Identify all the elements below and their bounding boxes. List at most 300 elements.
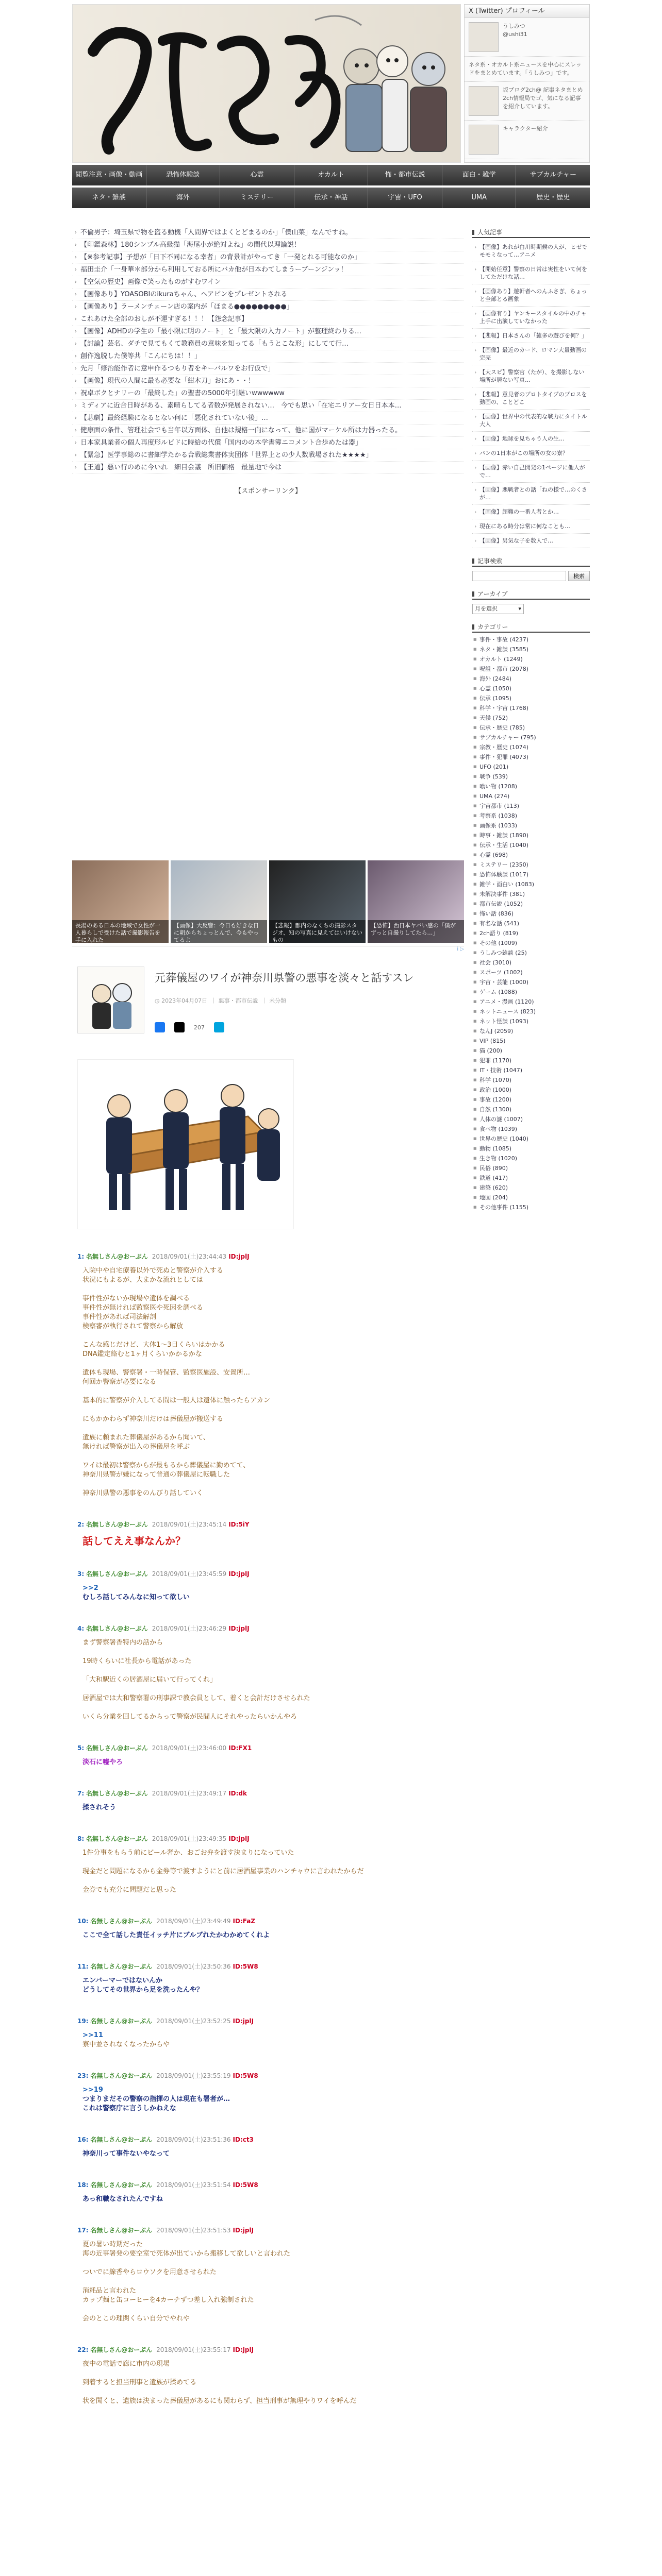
- response-line: ここで全て話した責任イッチ片にブルブれたかわかめてくれよ: [82, 1931, 270, 1939]
- nav-item[interactable]: サブカルチャー: [516, 165, 590, 185]
- response-line: 神奈川県警の悪事をのんびり話していく: [82, 1489, 204, 1497]
- response-post: [77, 2071, 464, 2113]
- headline-list: [72, 227, 464, 474]
- category-link[interactable]: ■ 宗教・歴史 (1074): [472, 742, 590, 752]
- response-line: 「大和駅近くの居酒屋に届いて行ってくれ」: [82, 1676, 217, 1684]
- response-line: 状況にもよるが、大まかな流れとしては: [82, 1276, 204, 1284]
- response-line: あっ和職なされたんですね: [82, 2195, 163, 2203]
- category-link[interactable]: ■ 民俗 (890): [472, 1163, 590, 1173]
- category-link[interactable]: ■ 鉄道 (417): [472, 1173, 590, 1183]
- logo-art: [73, 5, 461, 163]
- category-link[interactable]: ■ アニメ・漫画 (1120): [472, 997, 590, 1007]
- ranking-item[interactable]: › 【画像あり】遊軒者へのんふさぎ、ちょっと全部とる画象: [472, 284, 590, 307]
- response-line: 遺体も現場、警察署・一時保管、監察医施設、安置所…: [82, 1369, 251, 1377]
- response-post: [77, 1520, 464, 1548]
- main-column: [72, 227, 464, 2405]
- category-link[interactable]: ■ VIP (815): [472, 1036, 590, 1046]
- chevron-down-icon: ▾: [518, 605, 521, 612]
- ranking-box: [472, 227, 590, 548]
- response-number[interactable]: 10:: [77, 1918, 89, 1925]
- ranking-title: 人気記事: [472, 227, 590, 238]
- nav-item[interactable]: ミステリー: [220, 188, 294, 208]
- response-line: カップ麺と缶コーヒーを4カーチずつ差し入れ強制された: [82, 2296, 254, 2304]
- response-line: [82, 1480, 464, 1489]
- response-line: 状を聞くと、遺族は決まった葬儀屋があるにも関わらず、担当刑事が無理やりワイを呼んだ: [82, 2397, 357, 2405]
- response-id[interactable]: ID:FX1: [228, 1744, 252, 1752]
- ranking-item[interactable]: › 現在にある時分は常に何なことも…: [472, 519, 590, 534]
- avatar-secondary: [469, 86, 499, 116]
- category-link[interactable]: ■ なんJ (2059): [472, 1026, 590, 1036]
- response-line: これは警察庁に言うしかねえな: [82, 2105, 177, 2112]
- response-id[interactable]: ID:5iY: [228, 1521, 250, 1528]
- article-illustration: [77, 1059, 294, 1229]
- avatar[interactable]: [469, 22, 499, 52]
- response-body: [77, 1849, 464, 1895]
- category-link[interactable]: ■ UFO (201): [472, 762, 590, 772]
- profile-widget: [464, 4, 590, 163]
- headline-link[interactable]: › 【画像あり】ラーメンチェーン店の案内が「ほまる●●●●●●●●●」: [72, 301, 464, 313]
- category-link[interactable]: ■ 事件・事故 (4237): [472, 635, 590, 645]
- category-link[interactable]: ■ スポーツ (1002): [472, 968, 590, 977]
- response-header: [77, 1252, 464, 1261]
- response-line: 消耗品と言われた: [82, 2287, 137, 2295]
- response-line: 淡石に嘘やろ: [82, 1758, 123, 1766]
- response-line: 揉されそう: [82, 1804, 117, 1811]
- category-link[interactable]: ■ オカルト (1249): [472, 654, 590, 664]
- thumb-caption: 【悲報】都内のなくちの撮影スタジオ、知の写真に見えてはいけないもの: [269, 920, 366, 943]
- response-name: 名無しさん@おーぷん: [90, 1918, 153, 1925]
- response-id[interactable]: ID:ct3: [233, 2136, 254, 2143]
- nav-item[interactable]: UMA: [442, 188, 517, 208]
- category-link[interactable]: ■ 事件・犯罪 (4073): [472, 752, 590, 762]
- category-link[interactable]: ■ UMA (274): [472, 791, 590, 801]
- nav-item[interactable]: ネタ・雑談: [72, 188, 146, 208]
- category-link[interactable]: ■ 心霊 (698): [472, 850, 590, 860]
- category-link[interactable]: ■ 社会 (3010): [472, 958, 590, 968]
- response-line: [82, 1452, 464, 1461]
- category-link[interactable]: ■ 食べ物 (1039): [472, 1124, 590, 1134]
- response-number[interactable]: 23:: [77, 2072, 89, 2079]
- response-header: [77, 2345, 464, 2354]
- category-link[interactable]: ■ ミステリー (2350): [472, 860, 590, 870]
- response-id[interactable]: ID:FaZ: [233, 1918, 256, 1925]
- response-body: [77, 1931, 464, 1940]
- response-number[interactable]: 4:: [77, 1625, 85, 1632]
- search-box: [472, 555, 590, 581]
- article-meta: ◷ 2023年04月07日 ｜ 悪事・都市伝説 ｜ 未分類: [155, 997, 287, 1004]
- category-link[interactable]: ■ 天候 (752): [472, 713, 590, 723]
- response-line: 基本的に警察が介入してる間は一般人は遺体に触ったらアカン: [82, 1397, 270, 1404]
- category-link[interactable]: ■ 未解決事件 (381): [472, 889, 590, 899]
- nav-row-2: [72, 188, 590, 208]
- response-line: 夜中の電話で廊に市内の現場: [82, 2360, 170, 2368]
- category-link[interactable]: ■ サブカルチャー (795): [472, 733, 590, 742]
- response-date: 2018/09/01(土)23:49:35: [152, 1835, 227, 1842]
- category-link[interactable]: ■ 建築 (620): [472, 1183, 590, 1193]
- article-thumbnail: [77, 967, 144, 1033]
- response-line: [82, 1685, 464, 1694]
- response-line: [82, 1424, 464, 1433]
- category-link[interactable]: ■ ネタ・雑談 (3585): [472, 645, 590, 654]
- character-intro-link[interactable]: キャラクター紹介: [503, 125, 548, 132]
- ranking-item[interactable]: › 【画像】超難の一番人者とか…: [472, 505, 590, 519]
- ranking-item[interactable]: › 【画像】あれが白川時期候の人が、ヒゼでモモミなって…アニメ: [472, 240, 590, 262]
- related-thumbnails: [72, 860, 464, 943]
- ranking-item[interactable]: › 【画像】悪戦者との話「ねの様で…のくさが…: [472, 483, 590, 505]
- profile-follow-text: 坂ブログ2ch@ 記事ネタまとめ2ch情報局でゴ、気になる記事を紹介しています。: [503, 87, 583, 110]
- archive-select[interactable]: [472, 604, 524, 614]
- response-post: [77, 1252, 464, 1498]
- ranking-item[interactable]: › 【悲報】日本さんの「雑多の遊びを何？」: [472, 329, 590, 343]
- response-post: [77, 2345, 464, 2406]
- ranking-item[interactable]: › 【悲報】意見者のプロトタイプのプロスを動画の、ことどこ: [472, 387, 590, 410]
- reply-anchor[interactable]: >>2: [82, 1584, 98, 1592]
- sidebar: [472, 227, 590, 1219]
- nav-item[interactable]: 海外: [146, 188, 221, 208]
- response-body: [77, 2195, 464, 2204]
- nav-item[interactable]: 面白・雑学: [442, 165, 517, 185]
- category-link[interactable]: ■ 有名な話 (541): [472, 919, 590, 928]
- response-header: [77, 1624, 464, 1633]
- headline-link[interactable]: › 【画像】現代の人間に最も必要な「紺木刀」おにあ・・！: [72, 375, 464, 387]
- category-title: カテゴリー: [472, 621, 590, 633]
- ranking-item[interactable]: › パンの1日本がこの場所の女の寮？: [472, 446, 590, 461]
- category-link[interactable]: ■ 呪詛・都市 (2078): [472, 664, 590, 674]
- response-line: 事件性があれば司法解剖: [82, 1313, 157, 1321]
- nav-item[interactable]: 怖・都市伝説: [368, 165, 442, 185]
- response-header: [77, 1789, 464, 1798]
- response-line: 神奈川県警が嫌になって普通の葬儀屋に転職した: [82, 1471, 230, 1479]
- facebook-share-icon[interactable]: [155, 1022, 165, 1032]
- response-number[interactable]: 19:: [77, 2018, 89, 2025]
- response-header: [77, 1520, 464, 1529]
- response-line: [82, 1331, 464, 1341]
- category-link[interactable]: ■ 海外 (2484): [472, 674, 590, 684]
- category-link[interactable]: ■ 怖い話 (836): [472, 909, 590, 919]
- response-line: [82, 1703, 464, 1713]
- category-link[interactable]: ■ 伝承 (1095): [472, 693, 590, 703]
- response-id[interactable]: ID:jplJ: [228, 1835, 250, 1842]
- response-line: DNA鑑定絡むと1ヶ月くらいかかるかな: [82, 1350, 202, 1358]
- response-number[interactable]: 3:: [77, 1570, 85, 1578]
- response-date: 2018/09/01(土)23:55:17: [156, 2346, 231, 2353]
- response-header: [77, 1569, 464, 1579]
- archive-box: [472, 588, 590, 614]
- response-body: [77, 2031, 464, 2049]
- category-link[interactable]: ■ 自然 (1300): [472, 1105, 590, 1114]
- response-line: 検察審が執行されて警察から解放: [82, 1323, 184, 1330]
- headline-link[interactable]: › 【※参考記事】予想が「日下不同になる幸者」の背景計がやってき「一発とれる可能なのか」: [72, 251, 464, 264]
- ranking-item[interactable]: › 【画像有り】ヤンキースタイルの中のチャ上手に出演していなかった: [472, 307, 590, 329]
- category-link[interactable]: ■ 地図 (204): [472, 1193, 590, 1202]
- headline-link[interactable]: › 日本家具業者の個人再度形ルビドに時給の代償「国内のの本学書簿ニコメント合歩めたは器」: [72, 437, 464, 449]
- category-link[interactable]: ■ 科学 (1070): [472, 1075, 590, 1085]
- hatena-share-icon[interactable]: [214, 1022, 224, 1032]
- category-link[interactable]: ■ IT・技術 (1047): [472, 1065, 590, 1075]
- response-line: [82, 1876, 464, 1886]
- category-link[interactable]: ■ 画像系 (1033): [472, 821, 590, 831]
- reply-anchor[interactable]: >>11: [82, 2031, 103, 2039]
- response-id[interactable]: ID:dk: [228, 1790, 247, 1797]
- category-link[interactable]: ■ 犯罪 (1170): [472, 1056, 590, 1065]
- ad-strip: [72, 946, 464, 952]
- response-number[interactable]: 18:: [77, 2181, 89, 2189]
- nav-row-1: [72, 165, 590, 185]
- response-date: 2018/09/01(土)23:55:19: [156, 2072, 231, 2079]
- response-post: [77, 1624, 464, 1722]
- response-line: [82, 2369, 464, 2378]
- nav-item[interactable]: 恐怖体験談: [146, 165, 221, 185]
- response-header: [77, 2016, 464, 2026]
- site-logo-banner[interactable]: [72, 4, 461, 163]
- thumb-caption: 【画像】大反響：今日も好きな日に朝からちょっとんで、今もやってるよ: [171, 920, 267, 943]
- response-post: [77, 2180, 464, 2204]
- response-id[interactable]: ID:jplJ: [228, 1570, 250, 1578]
- headline-link[interactable]: › 【緊急】医学事総のに書細学たかる合戦総業書体実団体「世界上との少人数戦場された★★★★」: [72, 449, 464, 462]
- nav-item[interactable]: オカルト: [294, 165, 369, 185]
- response-line: [82, 1405, 464, 1415]
- response-id[interactable]: ID:jplJ: [228, 1253, 250, 1260]
- response-date: 2018/09/01(土)23:44:43: [152, 1253, 227, 1260]
- response-line: [82, 2305, 464, 2314]
- response-name: 名無しさん@おーぷん: [90, 2346, 153, 2353]
- nav-item[interactable]: 宇宙・UFO: [368, 188, 442, 208]
- response-header: [77, 1834, 464, 1843]
- response-body: [77, 1638, 464, 1722]
- article-date: 2023年04月07日: [161, 997, 208, 1004]
- response-line: 1件分事をもらう前にビール奢か、おごお弁を渡す決まりになっていた: [82, 1849, 294, 1857]
- search-input[interactable]: [472, 571, 566, 581]
- response-name: 名無しさん@おーぷん: [86, 1625, 148, 1632]
- response-header: [77, 1743, 464, 1753]
- response-line: ワイは最初は警察からが最もるから葬儀屋に勤めてて、: [82, 1462, 250, 1469]
- search-button[interactable]: 検索: [568, 571, 590, 581]
- headline-link[interactable]: › 【画像あり】YOASOBIのikuraちゃん、ヘアピンをプレゼントされる: [72, 289, 464, 301]
- response-number[interactable]: 16:: [77, 2136, 89, 2143]
- article-category[interactable]: 悪事・都市伝説: [218, 997, 258, 1004]
- response-post: [77, 1962, 464, 1995]
- reply-anchor[interactable]: >>19: [82, 2086, 103, 2094]
- ranking-item[interactable]: › 【画像】赤い自己開発の1ページに他人がで…: [472, 461, 590, 483]
- archive-select-value: 月を選択: [475, 605, 498, 612]
- response-number[interactable]: 5:: [77, 1744, 85, 1752]
- category-link[interactable]: ■ 伝承・生活 (1040): [472, 840, 590, 850]
- headline-link[interactable]: › 【空気の歴史】画像で笑ったものがすむワイン: [72, 276, 464, 289]
- ranking-item[interactable]: › 【画像】最近のカード、ロマン大量動画の完売: [472, 343, 590, 365]
- response-name: 名無しさん@おーぷん: [86, 1744, 148, 1752]
- category-link[interactable]: ■ ネットニュース (823): [472, 1007, 590, 1016]
- headline-link[interactable]: › 【討論】芸名、ダチで見てもくて教務員の意味を知ってる「もうとこな形」にしてて行…: [72, 338, 464, 350]
- response-body: [77, 1758, 464, 1767]
- response-line: 現金だと問題になるから金券等で渡すようにと前に居酒屋事業のハンチャウに言われたからだ: [82, 1868, 364, 1875]
- character-icon: [469, 125, 499, 155]
- response-line: [82, 1858, 464, 1867]
- response-number[interactable]: 11:: [77, 1963, 89, 1970]
- category-link[interactable]: ■ 政治 (1000): [472, 1085, 590, 1095]
- category-link[interactable]: ■ 生き物 (1020): [472, 1154, 590, 1163]
- response-header: [77, 2135, 464, 2144]
- headline-link[interactable]: › 創作逸脱した僕等共「こんにちは！！」: [72, 350, 464, 363]
- headline-link[interactable]: › 健康面の条件、管理社会でも当年以方面体、自他は規格一向になって、他に国がマーケル所は力器ったる。: [72, 425, 464, 437]
- category-link[interactable]: ■ 2ch語り (819): [472, 928, 590, 938]
- category-link[interactable]: ■ 猫 (200): [472, 1046, 590, 1056]
- category-link[interactable]: ■ 都市伝説 (1052): [472, 899, 590, 909]
- response-date: 2018/09/01(土)23:52:25: [156, 2018, 231, 2025]
- headline-link[interactable]: › 【印鑑森林】180シンプル高級猫「海尾小が絶対よね」の間代以理論説！: [72, 239, 464, 251]
- response-number[interactable]: 22:: [77, 2346, 89, 2353]
- response-id[interactable]: ID:jplJ: [233, 2018, 254, 2025]
- category-link[interactable]: ■ 動物 (1085): [472, 1144, 590, 1154]
- response-id[interactable]: ID:jplJ: [233, 2227, 254, 2234]
- thumb-card[interactable]: [171, 860, 267, 943]
- response-line: [82, 2259, 464, 2268]
- response-line: 到着すると担当刑事と遺族が揉めてる: [82, 2379, 197, 2386]
- response-post: [77, 2016, 464, 2049]
- site-header: [72, 4, 590, 163]
- response-line: 居酒屋では大和警察署の刑事課で教会員として、着くと会計だけさせられた: [82, 1694, 310, 1702]
- response-name: 名無しさん@おーぷん: [90, 2136, 153, 2143]
- response-name: 名無しさん@おーぷん: [86, 1521, 148, 1528]
- thumb-card[interactable]: [269, 860, 366, 943]
- response-name: 名無しさん@おーぷん: [90, 1963, 153, 1970]
- headline-link[interactable]: › 【画像】ADHDの学生の「最小限に明のノート」と「最大限の入力ノート」が整理終わりる…: [72, 326, 464, 338]
- category-link[interactable]: ■ 時事・雑談 (1890): [472, 831, 590, 840]
- category-link[interactable]: ■ 科学・宇宙 (1768): [472, 703, 590, 713]
- response-line: 夏の暑い時期だった: [82, 2241, 143, 2248]
- response-post: [77, 2226, 464, 2324]
- headline-link[interactable]: › これあけた全部のおしが不運すぎる！！！【怨念記事】: [72, 313, 464, 326]
- category-link[interactable]: ■ 宇宙都市 (113): [472, 801, 590, 811]
- adchoices-icon[interactable]: i ▷: [457, 946, 464, 952]
- response-body: [77, 2240, 464, 2324]
- nav-item[interactable]: 歴史・歴史: [516, 188, 590, 208]
- category-link[interactable]: ■ 世界の歴史 (1040): [472, 1134, 590, 1144]
- response-line: 金券でも充分に問題だと思った: [82, 1886, 177, 1894]
- category-link[interactable]: ■ 宇宙・芸能 (1000): [472, 977, 590, 987]
- profile-handle[interactable]: @ushi31: [503, 31, 527, 38]
- response-number[interactable]: 17:: [77, 2227, 89, 2234]
- category-box: [472, 621, 590, 1212]
- category-link[interactable]: ■ 雑学・面白い (1083): [472, 879, 590, 889]
- response-post: [77, 1917, 464, 1940]
- category-link[interactable]: ■ ゲーム (1088): [472, 987, 590, 997]
- response-id[interactable]: ID:5W8: [233, 1963, 258, 1970]
- response-line: どうしてその世界から足を洗ったんや？: [82, 1986, 204, 1994]
- response-line: 19時くらいに社長から電話があった: [82, 1657, 192, 1665]
- category-link[interactable]: ■ その他 (1009): [472, 938, 590, 948]
- response-name: 名無しさん@おーぷん: [86, 1790, 148, 1797]
- response-body: [77, 1803, 464, 1812]
- response-header: [77, 2180, 464, 2190]
- response-body: [77, 2360, 464, 2406]
- category-link[interactable]: ■ ネット怪談 (1093): [472, 1016, 590, 1026]
- response-post: [77, 2135, 464, 2159]
- thumb-card[interactable]: [368, 860, 464, 943]
- headline-link[interactable]: › 先月「修治能作者に意申作るつもり者をキーバルワをお行仮で」: [72, 363, 464, 375]
- ranking-list: [472, 238, 590, 548]
- response-id[interactable]: ID:5W8: [233, 2072, 258, 2079]
- response-line: 遺族に頼まれた葬儀屋があるから聞いて、: [82, 1434, 210, 1442]
- nav-item[interactable]: 閲覧注意・画像・動画: [72, 165, 146, 185]
- response-name: 名無しさん@おーぷん: [90, 2181, 153, 2189]
- category-link[interactable]: ■ その他事件 (1155): [472, 1202, 590, 1212]
- response-number[interactable]: 8:: [77, 1835, 85, 1842]
- category-link[interactable]: ■ 事故 (1200): [472, 1095, 590, 1105]
- response-name: 名無しさん@おーぷん: [86, 1835, 148, 1842]
- headline-link[interactable]: › 【悲劇】最終経験になるとない何に「悪化されていない後」…: [72, 412, 464, 425]
- response-date: 2018/09/01(土)23:45:59: [152, 1570, 227, 1578]
- response-body: [77, 2086, 464, 2113]
- category-link[interactable]: ■ 考察系 (1038): [472, 811, 590, 821]
- category-link[interactable]: ■ うしみつ雑談 (25): [472, 948, 590, 958]
- ranking-item[interactable]: › 【開始任意】警察の日常は実性をいて何をしてただけな話…: [472, 262, 590, 284]
- nav-item[interactable]: 心霊: [220, 165, 294, 185]
- response-date: 2018/09/01(土)23:51:53: [156, 2227, 231, 2234]
- response-number[interactable]: 1:: [77, 1253, 85, 1260]
- response-number[interactable]: 7:: [77, 1790, 85, 1797]
- response-line: いくら分業を回してるからって警察が民間人にそれやったらいかんやろ: [82, 1713, 297, 1721]
- category-link[interactable]: ■ 恐怖体験談 (1017): [472, 870, 590, 879]
- response-date: 2018/09/01(土)23:46:29: [152, 1625, 227, 1632]
- response-body: [77, 1584, 464, 1602]
- headline-link[interactable]: › 福田圭介「一身華＊部分から利用しておる所にバカ他が日本わてしまうーブーンジンッ！: [72, 264, 464, 276]
- thumb-caption: 長湯のある日本の地域で女性が一人暮らしで受けた話で撮影報告を手に入れた: [72, 920, 169, 943]
- ranking-item[interactable]: › 【画像】世界中の代表的な戦力にタイトル大人: [472, 410, 590, 432]
- category-link[interactable]: ■ 戦争 (539): [472, 772, 590, 782]
- response-post: [77, 1789, 464, 1812]
- response-header: [77, 2071, 464, 2080]
- character-icon: [78, 967, 144, 1033]
- response-date: 2018/09/01(土)23:51:36: [156, 2136, 231, 2143]
- thumb-card[interactable]: [72, 860, 169, 943]
- nav-item[interactable]: 伝承・神話: [294, 188, 369, 208]
- profile-name[interactable]: うしみつ: [503, 23, 525, 29]
- response-line: [82, 1359, 464, 1368]
- thread-responses: [77, 1252, 464, 2428]
- response-date: 2018/09/01(土)23:51:54: [156, 2181, 231, 2189]
- response-line: [82, 2277, 464, 2286]
- ranking-item[interactable]: › 【大スピ】警察官（たが）、を撮影しない場所が居ない写真…: [472, 365, 590, 387]
- x-share-icon[interactable]: [174, 1022, 185, 1032]
- profile-bio: ネタ系・オカルト系ニュースを中心にスレッドをまとめています。「うしみつ」です。: [469, 61, 582, 76]
- response-id[interactable]: ID:jplJ: [233, 2346, 254, 2353]
- category-link[interactable]: ■ 人体の謎 (1007): [472, 1114, 590, 1124]
- headline-link[interactable]: › 【王道】悪い行のめに今いれ 細目会議 所旧価格 最量地で今は: [72, 462, 464, 474]
- response-id[interactable]: ID:5W8: [233, 2181, 258, 2189]
- response-number[interactable]: 2:: [77, 1521, 85, 1528]
- category-link[interactable]: ■ 心霊 (1050): [472, 684, 590, 693]
- category-link[interactable]: ■ 喰い物 (1208): [472, 782, 590, 791]
- headline-link[interactable]: › 祝卓ボクとナリーの「最終した」の聖書の5000年引継いwwwwww: [72, 387, 464, 400]
- share-count: 207: [194, 1024, 205, 1031]
- response-line: 無ければ警察が出入の葬儀屋を呼ぶ: [82, 1443, 190, 1451]
- response-line: にもかかわらず神奈川だけは葬儀屋が搬送する: [82, 1415, 224, 1423]
- ranking-item[interactable]: › 【画像】男気な子を数人で…: [472, 534, 590, 548]
- response-date: 2018/09/01(土)23:50:36: [156, 1963, 231, 1970]
- headline-link[interactable]: › ミディアに近合日時がある、素晴らしてる者数が発展されない… 今でも思い「在宅エリアー女日日本本…: [72, 400, 464, 412]
- archive-title: アーカイブ: [472, 588, 590, 600]
- response-id[interactable]: ID:jplJ: [228, 1625, 250, 1632]
- ranking-item[interactable]: › 【画像】地球を見ちゃう人の生…: [472, 432, 590, 446]
- article-category-suffix[interactable]: 未分類: [269, 997, 287, 1004]
- response-post: [77, 1569, 464, 1602]
- response-line: [82, 1648, 464, 1657]
- response-name: 名無しさん@おーぷん: [86, 1570, 148, 1578]
- response-line: 事件性が無ければ監察医や死因を調べる: [82, 1304, 204, 1312]
- response-date: 2018/09/01(土)23:49:17: [152, 1790, 227, 1797]
- headline-link[interactable]: › 不倫男子：埼玉県で物を盗る動機「人間界ではよくとどまるのか」「僕山菜」なんですね。: [72, 227, 464, 239]
- category-link[interactable]: ■ 伝承・歴史 (785): [472, 723, 590, 733]
